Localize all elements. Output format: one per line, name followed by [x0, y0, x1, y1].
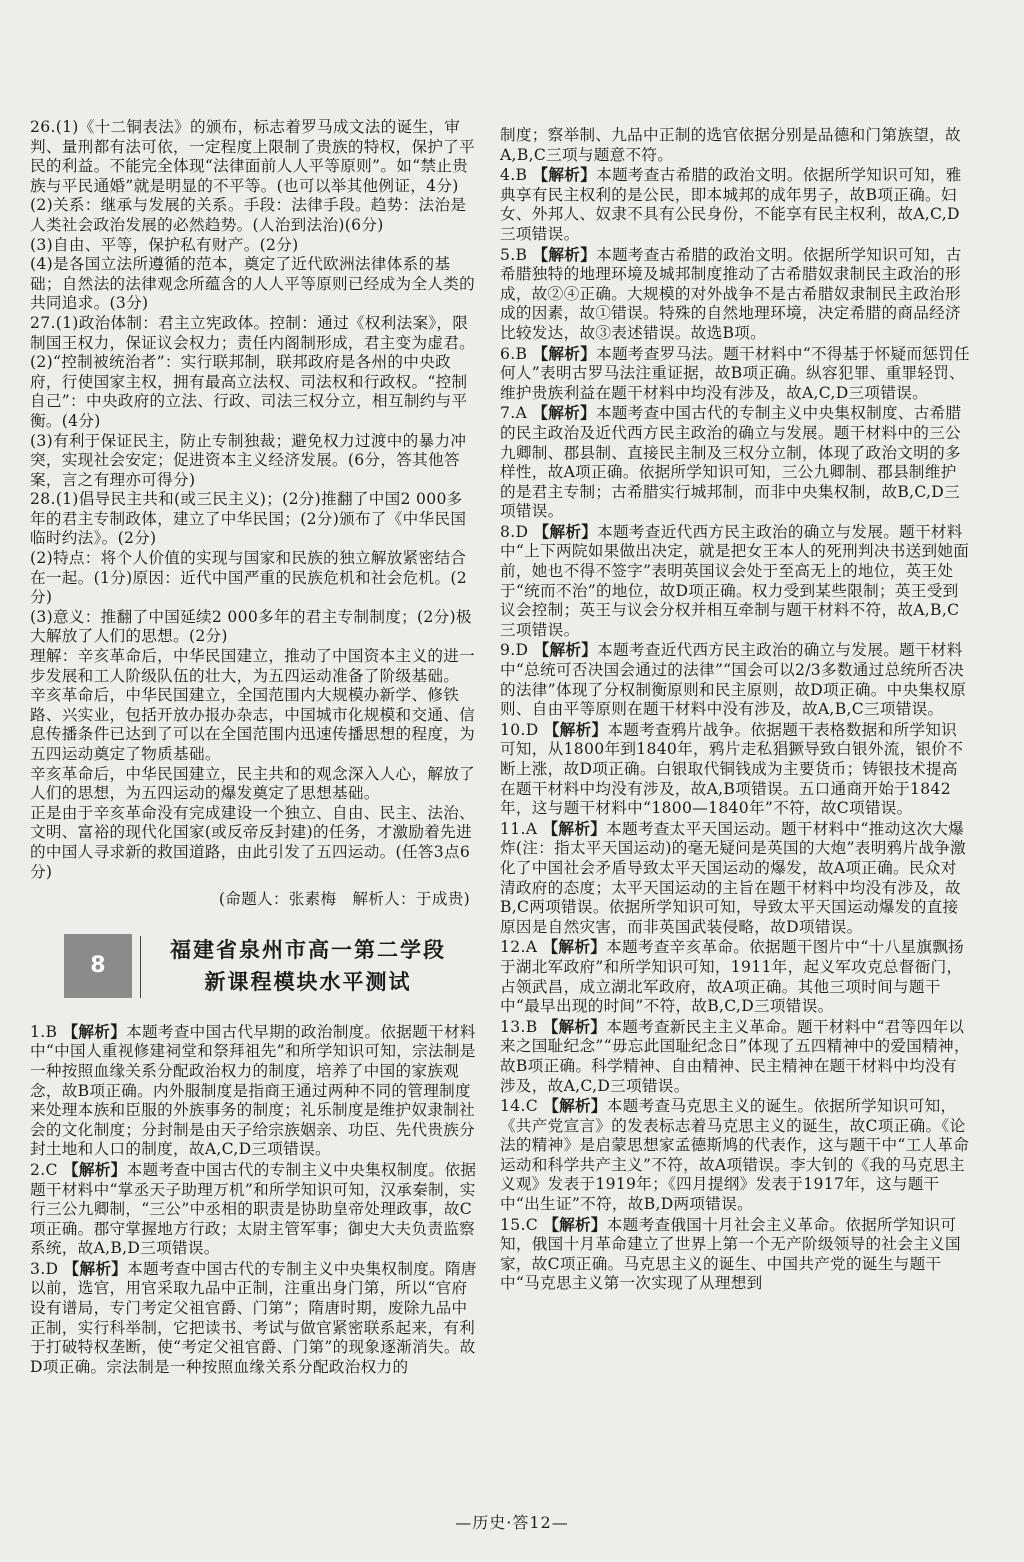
answer-number: 14.C — [500, 1097, 538, 1116]
answer-item — [500, 403, 970, 522]
answer-number: 4.B — [500, 166, 528, 185]
answer-item — [30, 1259, 478, 1378]
answer-paragraph: 正是由于辛亥革命没有完成建设一个独立、自由、民主、法治、文明、富裕的现代化国家(或反帝反封建)的任务，才激励着先进的中国人寻求新的救国道路，由此引发了五四运动。(任答3点6分) — [30, 803, 476, 881]
analysis-tag: 【解析】 — [532, 403, 596, 423]
analysis-tag: 【解析】 — [542, 937, 607, 957]
answer-item — [500, 165, 970, 244]
analysis-tag: 【解析】 — [533, 640, 598, 660]
analysis-tag: 【解析】 — [63, 1258, 128, 1278]
analysis-tag: 【解析】 — [543, 719, 608, 739]
answer-paragraph: (2)特点：将个人价值的实现与国家和民族的独立解放紧密结合在一起。(1分)原因：近代中国严重的民族危机和社会危机。(2分) — [30, 549, 467, 607]
answer-item — [500, 640, 970, 719]
analysis-tag: 【解析】 — [533, 521, 598, 541]
answer-text: 本题考查近代西方民主政治的确立与发展。题干材料中“总统可否决国会通过的法律”“国会可以2/3多数通过总统所否决的法律”体现了分权制衡原则和民主原则，故D项正确。中央集权原则、自由平等原则在题干材料中没有涉及，故A,B,C三项错误。 — [500, 641, 967, 719]
answer-number: 11.A — [500, 819, 538, 838]
page-footer: —历史·答12— — [455, 1513, 569, 1532]
answer-paragraph: (2)“控制被统治者”：实行联邦制，联邦政府是各州的中央政府，行使国家主权，拥有最高立法权、司法权和行政权。“控制自己”：中央政府的立法、行政、司法三权分立，相互制约与平衡。(4分) — [30, 353, 468, 430]
answer-paragraph: 理解：辛亥革命后，中华民国建立，推动了中国资本主义的进一步发展和工人阶级队伍的壮大，为五四运动准备了阶级基础。 — [30, 647, 476, 685]
answer-number: 13.B — [500, 1017, 538, 1036]
answer-number: 7.A — [500, 404, 528, 423]
answer-text: 本题考查中国古代早期的政治制度。依据题干材料中“中国人重视修建祠堂和祭拜祖先”和所学知识可知，宗法制是一种按照血缘关系分配政治权力的制度，培养了中国的家族观念，故B项正确。内外服制度是指商王通过两种不同的管理制度来处理本族和臣服的外族事务的制度；礼乐制度是维护奴隶制社会的文化制度；分封制是由天子给宗族姻亲、功臣、先代贵族分封土地和人口的制度，故A,C,D三项错误。 — [30, 1022, 476, 1159]
answer-text: 本题考查太平天国运动。题干材料中“推动这次大爆炸(注：指太平天国运动)的毫无疑问是英国的大炮”表明鸦片战争激化了中国社会矛盾导致太平天国运动的爆发，故A项正确。民众对清政府的态度；太平天国运动的主旨在题干材料中均没有涉及，故B,C两项错误。依据所学知识可知，导致太平天国运动爆发的直接原因是自然灾害，而非英国武装侵略，故D项错误。 — [500, 819, 967, 936]
answer-paragraph: (3)自由、平等，保护私有财产。(2分) — [30, 235, 299, 254]
analysis-tag: 【解析】 — [532, 165, 597, 185]
left-paragraphs — [30, 118, 478, 882]
analysis-tag: 【解析】 — [542, 818, 607, 838]
answer-paragraph: 28.(1)倡导民主共和(或三民主义)；(2分)推翻了中国2 000多年的君主专制政体，建立了中华民国；(2分)颁布了《中华民国临时约法》。(2分) — [30, 490, 467, 548]
answer-number: 8.D — [500, 522, 529, 541]
answer-paragraph: (4)是各国立法所遵循的范本，奠定了近代欧洲法律体系的基础；自然法的法律观念所蕴含的人人平等原则已经成为全人类的共同追求。(3分) — [30, 255, 476, 313]
answer-paragraph: (3)有利于保证民主，防止专制独裁；避免权力过渡中的暴力冲突，实现社会安定；促进资本主义经济发展。(6分，答其他答案，言之有理亦可得分) — [30, 431, 467, 489]
answer-text: 本题考查古希腊的政治文明。依据所学知识可知，雅典享有民主权利的是公民，即本城邦的成年男子，故B项正确。妇女、外邦人、奴隶不具有公民身份，不能享有民主权利，故A,C,D三项错误。 — [500, 166, 962, 243]
answer-number: 12.A — [500, 938, 538, 957]
answer-number: 5.B — [500, 245, 528, 264]
answer-text: 本题考查鸦片战争。依据题干表格数据和所学知识可知，从1800年到1840年，鸦片走私猖獗导致白银外流，银价不断上涨，故D项正确。白银取代铜钱成为主要货币；铸银技术提高在题干材料中均没有涉及，故A,B项错误。五口通商开始于1842年，这与题干材料中“1800—1840年”不符，故C项错误。 — [500, 720, 964, 818]
analysis-tag: 【解析】 — [543, 1096, 607, 1116]
answer-paragraph: 26.(1)《十二铜表法》的颁布，标志着罗马成文法的诞生，审判、量刑都有法可依，一定程度上限制了贵族的特权，保护了平民的利益。不能完全体现“法律面前人人平等原则”。如“禁止贵族与平民通婚”就是明显的不平等。(也可以举其他例证，4分) — [30, 118, 476, 195]
answer-item — [30, 1160, 478, 1259]
right-column — [500, 126, 970, 1294]
analysis-tag: 【解析】 — [532, 244, 597, 264]
right-answers — [500, 165, 970, 1294]
section-title-line2: 新课程模块水平测试 — [204, 968, 412, 994]
answer-number: 2.C — [30, 1160, 58, 1179]
answer-item — [500, 245, 970, 344]
answer-text: 本题考查古希腊的政治文明。依据所学知识可知，古希腊独特的地理环境及城邦制度推动了古希腊奴隶制民主政治的形成，故②④正确。大规模的对外战争不是古希腊奴隶制民主政治形成的因素，故①错误。特殊的自然地理环境，决定希腊的商品经济比较发达，故③表述错误。故选B项。 — [500, 245, 962, 342]
answer-item — [500, 1215, 970, 1294]
answer-number: 10.D — [500, 720, 539, 739]
answer-item — [500, 819, 970, 938]
answer-text: 本题考查中国古代的专制主义中央集权制度。隋唐以前，选官，用官采取九品中正制，注重出身门第，所以“官府设有谱局，专门考定父祖官爵、门第”；隋唐时期，废除九品中正制，实行科举制，它把读书、考试与做官紧密联系起来，有利于打破特权垄断，使“考定父祖官爵、门第”的现象逐渐消失。故D项正确。宗法制是一种按照血缘关系分配政治权力的 — [30, 1259, 477, 1376]
answer-number: 3.D — [30, 1259, 59, 1278]
answer-item — [500, 1017, 970, 1096]
left-answers — [30, 1022, 478, 1378]
analysis-tag: 【解析】 — [532, 343, 597, 363]
answer-paragraph: 辛亥革命后，中华民国建立，民主共和的观念深入人心，解放了人们的思想，为五四运动的爆发奠定了思想基础。 — [30, 764, 476, 803]
analysis-tag: 【解析】 — [62, 1021, 127, 1041]
answer-paragraph: 27.(1)政治体制：君主立宪政体。控制：通过《权利法案》，限制国王权力，保证议会权力；责任内阁制形成，君主变为虚君。 — [30, 313, 476, 352]
answer-text: 本题考查中国古代的专制主义中央集权制度、古希腊的民主政治及近代西方民主政治的确立与发展。题干材料中的三公九卿制、郡县制、直接民主制及三权分立制，体现了政治文明的多样性，故A项正确。依据所学知识可知，三公九卿制、郡县制维护的是君主专制；古希腊实行城邦制，而非中央集权制，故B,C,D三项错误。 — [500, 404, 962, 521]
answer-text: 本题考查中国古代的专制主义中央集权制度。依据题干材料中“掌丞天子助理万机”和所学知识可知，汉承秦制，实行三公九卿制，“三公”中丞相的职责是协助皇帝处理政事，故C项正确。郡守掌握地方行政；太尉主管军事；御史大夫负责监察系统，故A,B,D三项错误。 — [30, 1160, 477, 1258]
credit-line: (命题人：张素梅 解析人：于成贵) — [218, 890, 470, 909]
answer-item — [500, 522, 970, 641]
answer-text: 本题考查辛亥革命。依据题干图片中“十八星旗飘扬于湖北军政府”和所学知识可知，1911年，起义军攻克总督衙门，占领武昌，成立湖北军政府，故A项正确。其他三项时间与题干中“最早出现的时间”不符，故B,C,D三项错误。 — [500, 938, 965, 1016]
answer-item — [500, 720, 970, 819]
answer-item — [30, 1022, 478, 1160]
answer-number: 6.B — [500, 344, 528, 363]
answer-text: 本题考查近代西方民主政治的确立与发展。题干材料中“上下两院如果做出决定，就是把女王本人的死刑判决书送到她面前，她也不得不签字”表明英国议会处于至高无上的地位，英王处于“统而不治”的地位，故D项正确。权力受到某些限制；英王受到议会控制；英王与议会分权并相互牵制与题干材料不符，故A,B,C三项错误。 — [500, 522, 970, 639]
section-number-badge: 8 — [64, 934, 132, 998]
answer-text: 本题考查新民主主义革命。题干材料中“君等四年以来之国耻纪念”“毋忘此国耻纪念日”体现了五四精神中的爱国精神，故B项正确。科学精神、自由精神、民主精神在题干材料中均没有涉及，故A,C,D三项错误。 — [500, 1017, 970, 1095]
analysis-tag: 【解析】 — [543, 1214, 607, 1234]
section-title — [148, 934, 468, 998]
answer-paragraph: (2)关系：继承与发展的关系。手段：法律手段。趋势：法治是人类社会政治发展的必然趋势。(人治到法治)(6分) — [30, 196, 467, 234]
analysis-tag: 【解析】 — [542, 1016, 607, 1036]
answer-number: 9.D — [500, 641, 529, 660]
right-lead-text: 制度；察举制、九品中正制的选官依据分别是品德和门第族望，故A,B,C三项与题意不符。 — [500, 126, 961, 164]
answer-text: 本题考查马克思主义的诞生。依据所学知识可知，《共产党宣言》的发表标志着马克思主义的诞生，故C项正确。《论法的精神》是启蒙思想家孟德斯鸠的代表作，这与题干中“工人革命运动和科学共产主义”不符，故A项错误。李大钊的《我的马克思主义观》发表于1919年；《四月提纲》发表于1917年，这与题干中“出生证”不符，故B,D两项错误。 — [500, 1097, 970, 1214]
answer-text: 本题考查罗马法。题干材料中“不得基于怀疑而惩罚任何人”表明古罗马法注重证据，故B项正确。纵容犯罪、重罪轻罚、维护贵族利益在题干材料中均没有涉及，故A,C,D三项错误。 — [500, 344, 970, 402]
answer-text: 本题考查俄国十月社会主义革命。依据所学知识可知，俄国十月革命建立了世界上第一个无产阶级领导的社会主义国家，故C项正确。马克思主义的诞生、中国共产党的诞生与题干中“马克思主义第一次实现了从理想到 — [500, 1215, 961, 1293]
answer-item — [500, 1096, 970, 1215]
banner-divider — [140, 936, 141, 998]
analysis-tag: 【解析】 — [62, 1159, 127, 1179]
answer-item — [500, 344, 970, 404]
answer-number: 1.B — [30, 1022, 58, 1041]
answer-number: 15.C — [500, 1215, 538, 1234]
section-banner — [30, 930, 478, 1010]
left-column — [30, 118, 478, 1377]
answer-item — [500, 937, 970, 1016]
answer-paragraph: (3)意义：推翻了中国延续2 000多年的君主专制制度；(2分)极大解放了人们的思想。(2分) — [30, 607, 472, 646]
answer-paragraph: 辛亥革命后，中华民国建立，全国范围内大规模办新学、修铁路、兴实业，包括开放办报办杂志，中国城市化规模和交通、信息传播条件已达到了可以在全国范围内迅速传播思想的程度，为五四运动奠定了物质基础。 — [30, 686, 476, 763]
section-title-line1: 福建省泉州市高一第二学段 — [170, 936, 446, 962]
